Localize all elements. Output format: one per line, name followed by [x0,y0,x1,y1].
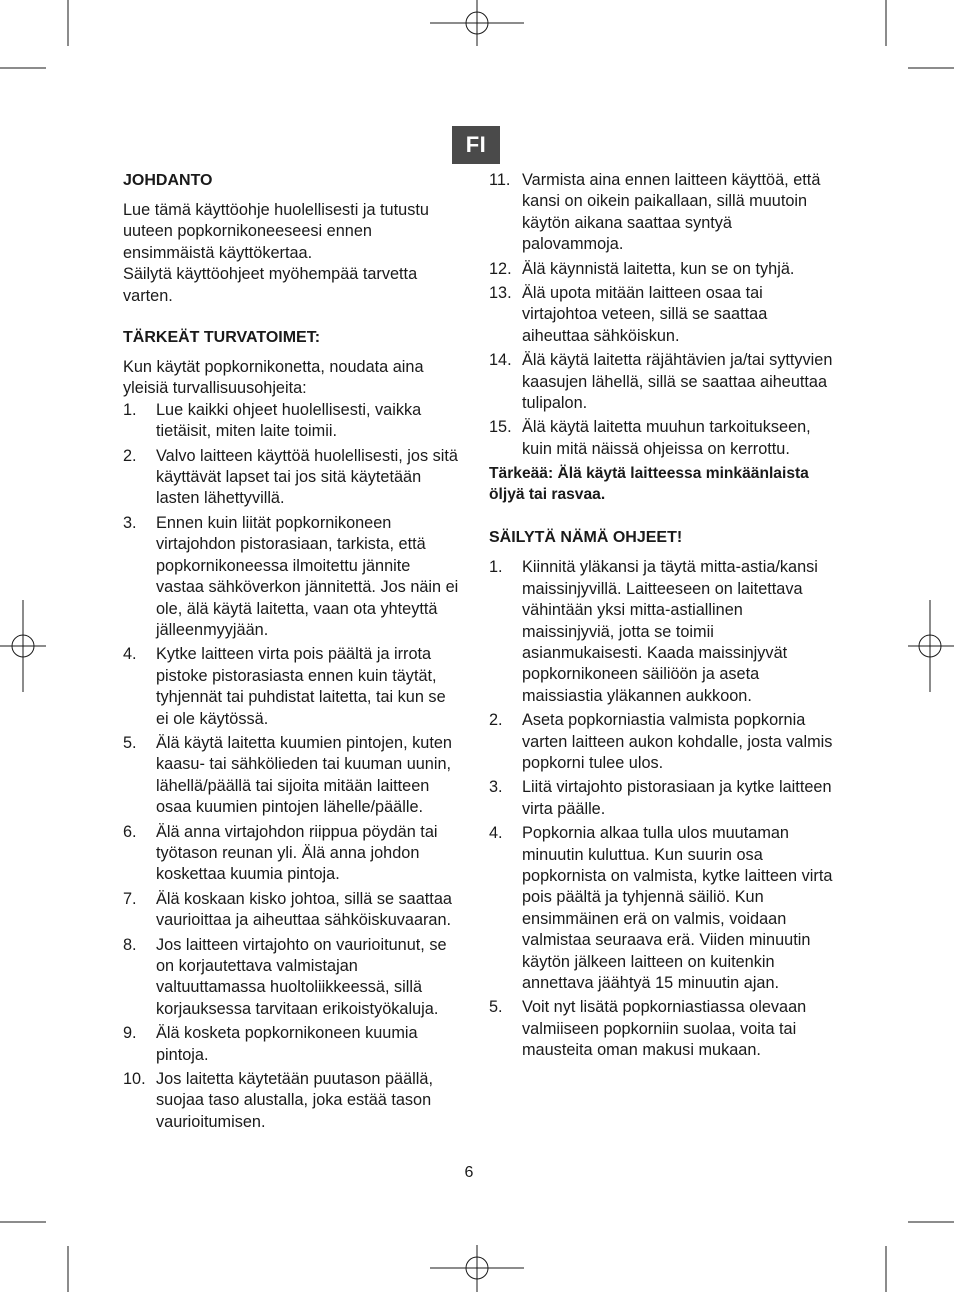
list-item: 4. Kytke laitteen virta pois päältä ja irrota pistoke pistorasiasta ennen kuin täytät, tyhjennät tai puhdistat laitetta, tai kun se ei ole käytössä. [123,645,446,728]
oil-warning: Tärkeää: Älä käytä laitteessa minkäänlaista öljyä tai rasvaa. [489,465,809,504]
list-item: 12. Älä käynnistä laitetta, kun se on tyhjä. [489,259,795,278]
intro-text: Lue tämä käyttöohje huolellisesti ja tutustu uuteen popkornikoneeseesi ennen ensimmäistä käyttökertaa. [123,201,429,262]
step-item: 4. Popkornia alkaa tulla ulos muutaman minuutin kuluttua. Kun suurin osa popkornista on valmista, kytke laitteen virta pois päältä ja tyhjennä säiliö. Kun ensimmäinen erä on valmis, voidaan valmistaa seuraava erä. Viiden minuutin käytön jälkeen laitteen on kuitenkin annettava jäähtyä 15 minuutin ajan. [489,824,833,992]
intro-paragraph [123,200,461,307]
intro-heading: JOHDANTO [123,172,213,189]
list-item: 5. Älä käytä laitetta kuumien pintojen, kuten kaasu- tai sähkölieden tai kuuman uunin, lähellä/päällä tai sijoita mitään laitteen osaa kuumien pintojen lähelle/päälle. [123,733,452,817]
step-item: 1. Kiinnitä yläkansi ja täytä mitta-astia/kansi maissinjyvillä. Laitteeseen on laitettava vähintään yksi mitta-astiallinen maissinjyviä, jotta se toimii asianmukaisesti. Kaada maissinjyvät popkornikoneen säiliöön ja aseta maissiastia yläkannen aukkoon. [489,558,818,705]
safety-list-left [123,400,461,1133]
list-item: 11. Varmista aina ennen laitteen käyttöä, että kansi on oikein paikallaan, sillä muutoin käytön aikana saattaa syntyä palovammoja. [489,171,821,254]
left-column [123,170,461,1136]
registration-mark-left [0,600,46,692]
list-item: 2. Valvo laitteen käyttöä huolellisesti, jos sitä käyttävät lapset tai jos sitä käytetään lasten lähettyvillä. [123,446,458,508]
registration-mark-right [908,600,954,692]
step-item: 5. Voit nyt lisätä popkorniastiassa olevaan valmiiseen popkorniin suolaa, voita tai mausteita oman makusi mukaan. [489,998,807,1060]
step-item: 3. Liitä virtajohto pistorasiaan ja kytke laitteen virta päälle. [489,778,832,818]
list-item: 1. Lue kaikki ohjeet huolellisesti, vaikka tietäisit, miten laite toimii. [123,400,422,441]
list-item: 9. Älä kosketa popkornikoneen kuumia pintoja. [123,1024,418,1064]
list-item: 10. Jos laitetta käytetään puutason päällä, suojaa taso alustalla, joka estää tason vaurioitumisen. [123,1070,433,1131]
registration-mark-bottom [430,1245,524,1292]
step-item: 2. Aseta popkorniastia valmista popkornia varten laitteen aukon kohdalle, josta valmis popkorni tulee ulos. [489,711,833,772]
list-item: 7. Älä koskaan kisko johtoa, sillä se saattaa vaurioittaa ja aiheuttaa sähköiskuvaaran. [123,889,452,930]
usage-steps-list [489,557,834,1061]
safety-heading: TÄRKEÄT TURVATOIMET: [123,329,321,347]
list-item: 3. Ennen kuin liität popkornikoneen virtajohdon pistorasiaan, tarkista, että popkornikoneessa ilmoitettu jännite vastaa sähköverkon jännitettä. Jos näin ei ole, älä käytä laitetta, vaan ota yhteyttä jälleenmyyjään. [123,513,459,639]
list-item: 15. Älä käytä laitetta muuhun tarkoitukseen, kuin mitä näissä ohjeissa on kerrottu. [489,418,811,458]
safety-list-right [489,170,834,460]
language-badge: FI [452,126,500,164]
list-item: 14. Älä käytä laitetta räjähtävien ja/tai syttyvien kaasujen lähellä, sillä se saattaa aiheuttaa tulipalon. [489,351,833,413]
save-instructions-heading: SÄILYTÄ NÄMÄ OHJEET! [489,529,683,547]
intro-storage-text: Säilytä käyttöohjeet myöhempää tarvetta varten. [123,265,418,305]
registration-mark-top [430,0,524,46]
right-column [489,170,834,1065]
safety-intro: Kun käytät popkornikonetta, noudata aina yleisiä turvallisuusohjeita: [123,358,424,398]
list-item: 13. Älä upota mitään laitteen osaa tai virtajohtoa veteen, sillä se saattaa aiheuttaa sähköiskun. [489,284,768,345]
list-item: 6. Älä anna virtajohdon riippua pöydän tai työtason reunan yli. Älä anna johdon koskettaa kuumia pintoja. [123,822,438,884]
page-number: 6 [464,1164,474,1181]
list-item: 8. Jos laitteen virtajohto on vaurioitunut, se on korjautettava valmistajan valtuuttamassa huoltoliikkeessä, sillä korjauksessa tarvitaan erikoistyökaluja. [123,935,447,1018]
